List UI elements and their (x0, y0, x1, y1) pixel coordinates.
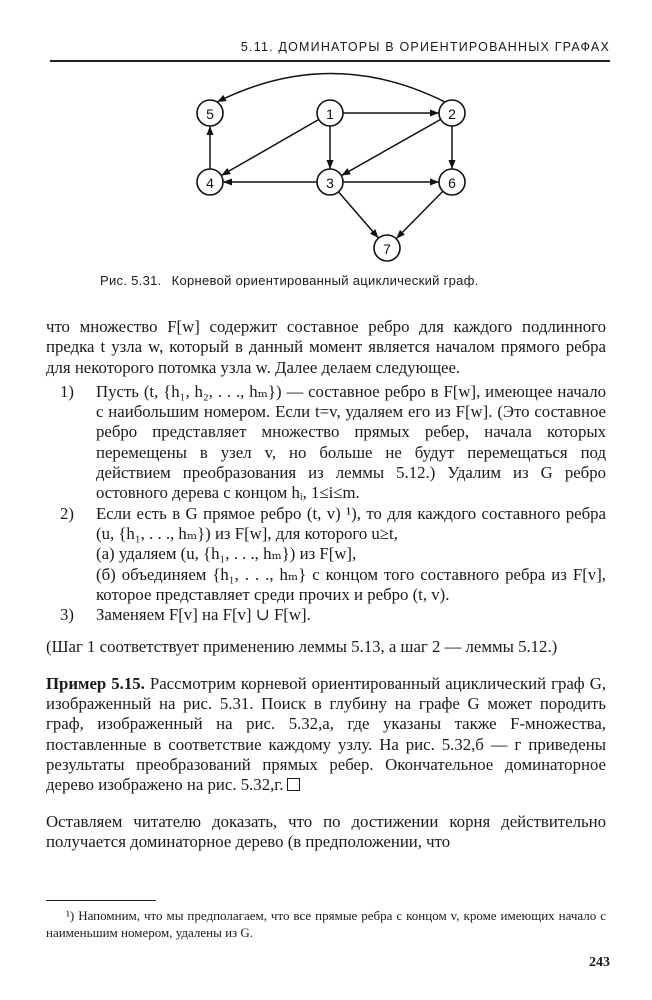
list-text-1: Пусть (t, {h₁, h₂, . . ., hₘ}) — составное ребро в F[w], имеющее начало с наибольшим номером. Если t=v, удаляем его из F[w]. (Это составное ребро представляет множество прямых ребер, начала которых перемещены в узел v, но больше не будут перемещаться под действием преобразования из леммы 5.12.) Удалим из G ребро остовного дерева с концом hᵢ, 1≤i≤m. (96, 381, 606, 503)
paragraph-2: (Шаг 1 соответствует применению леммы 5.13, а шаг 2 — леммы 5.12.) (46, 637, 558, 657)
list-text-2b: (б) объединяем {h₁, . . ., hₘ} с концом того составного ребра из F[v], которое представляет среди прочих и ребро (t, v). (96, 564, 606, 604)
page-body (46, 317, 606, 852)
caption-label: Рис. 5.31. (100, 273, 162, 288)
node-label-6: 6 (448, 175, 456, 191)
list-number-1: 1) (60, 381, 74, 401)
example-label: Пример 5.15. (46, 673, 145, 693)
node-3 (317, 169, 343, 195)
node-label-3: 3 (326, 175, 334, 191)
node-4 (197, 169, 223, 195)
edge-1-4 (221, 119, 318, 175)
list-number-3: 3) (60, 605, 74, 625)
edge-2-3 (341, 119, 440, 175)
list-text-3: Заменяем F[v] на F[v] ∪ F[w]. (96, 605, 311, 625)
node-label-5: 5 (206, 106, 214, 122)
node-label-7: 7 (383, 241, 391, 257)
list-item-3 (46, 605, 606, 625)
example-paragraph (46, 674, 606, 796)
running-header: 5.11. ДОМИНАТОРЫ В ОРИЕНТИРОВАННЫХ ГРАФАХ (240, 40, 610, 54)
node-2 (439, 100, 465, 126)
paragraph-1: что множество F[w] содержит составное ребро для каждого подлинного предка t узла w, который в данный момент является началом прямого ребра для некоторого потомка узла w. Далее делаем следующее. (46, 317, 606, 377)
page-number: 243 (589, 955, 610, 970)
edge-6-7 (396, 191, 443, 238)
node-5 (197, 100, 223, 126)
paragraph-3: Оставляем читателю доказать, что по достижении корня действительно получается доминаторное дерево (в предположении, что (46, 811, 606, 851)
edge-2-5 (217, 74, 445, 103)
footnote-rule (46, 900, 156, 901)
figure-caption (100, 273, 560, 288)
node-1 (317, 100, 343, 126)
node-label-4: 4 (206, 175, 214, 191)
end-of-proof-square (287, 778, 300, 791)
node-label-1: 1 (326, 106, 334, 122)
node-6 (439, 169, 465, 195)
node-7 (374, 235, 400, 261)
footnote: ¹) Напомним, что мы предполагаем, что все прямые ребра с концом v, кроме имеющих начало с наименьшим номером, удалены из G. (46, 908, 606, 940)
list-item-2 (46, 504, 606, 605)
node-label-2: 2 (448, 106, 456, 122)
graph-figure (0, 0, 652, 270)
list-item-1 (46, 382, 606, 504)
list-number-2: 2) (60, 503, 74, 523)
caption-text: Корневой ориентированный ациклический граф. (171, 273, 479, 288)
example-text: Рассмотрим корневой ориентированный ациклический граф G, изображенный на рис. 5.31. Поиск в глубину на графе G может породить граф, изображенный на рис. 5.32,а, где указаны также F-множества, поставленные в соответствие каждому узлу. На рис. 5.32,б — г приведены результаты преобразований прямых ребер. Окончательное доминаторное дерево изображено на рис. 5.32,г. (46, 673, 607, 795)
list-text-2a: (а) удаляем (u, {h₁, . . ., hₘ}) из F[w], (96, 544, 357, 564)
list-text-2: Если есть в G прямое ребро (t, v) ¹), то для каждого составного ребра (u, {h₁, . . ., hₘ}) из F[w], для которого u≥t, (96, 503, 606, 543)
edge-3-7 (338, 192, 378, 238)
